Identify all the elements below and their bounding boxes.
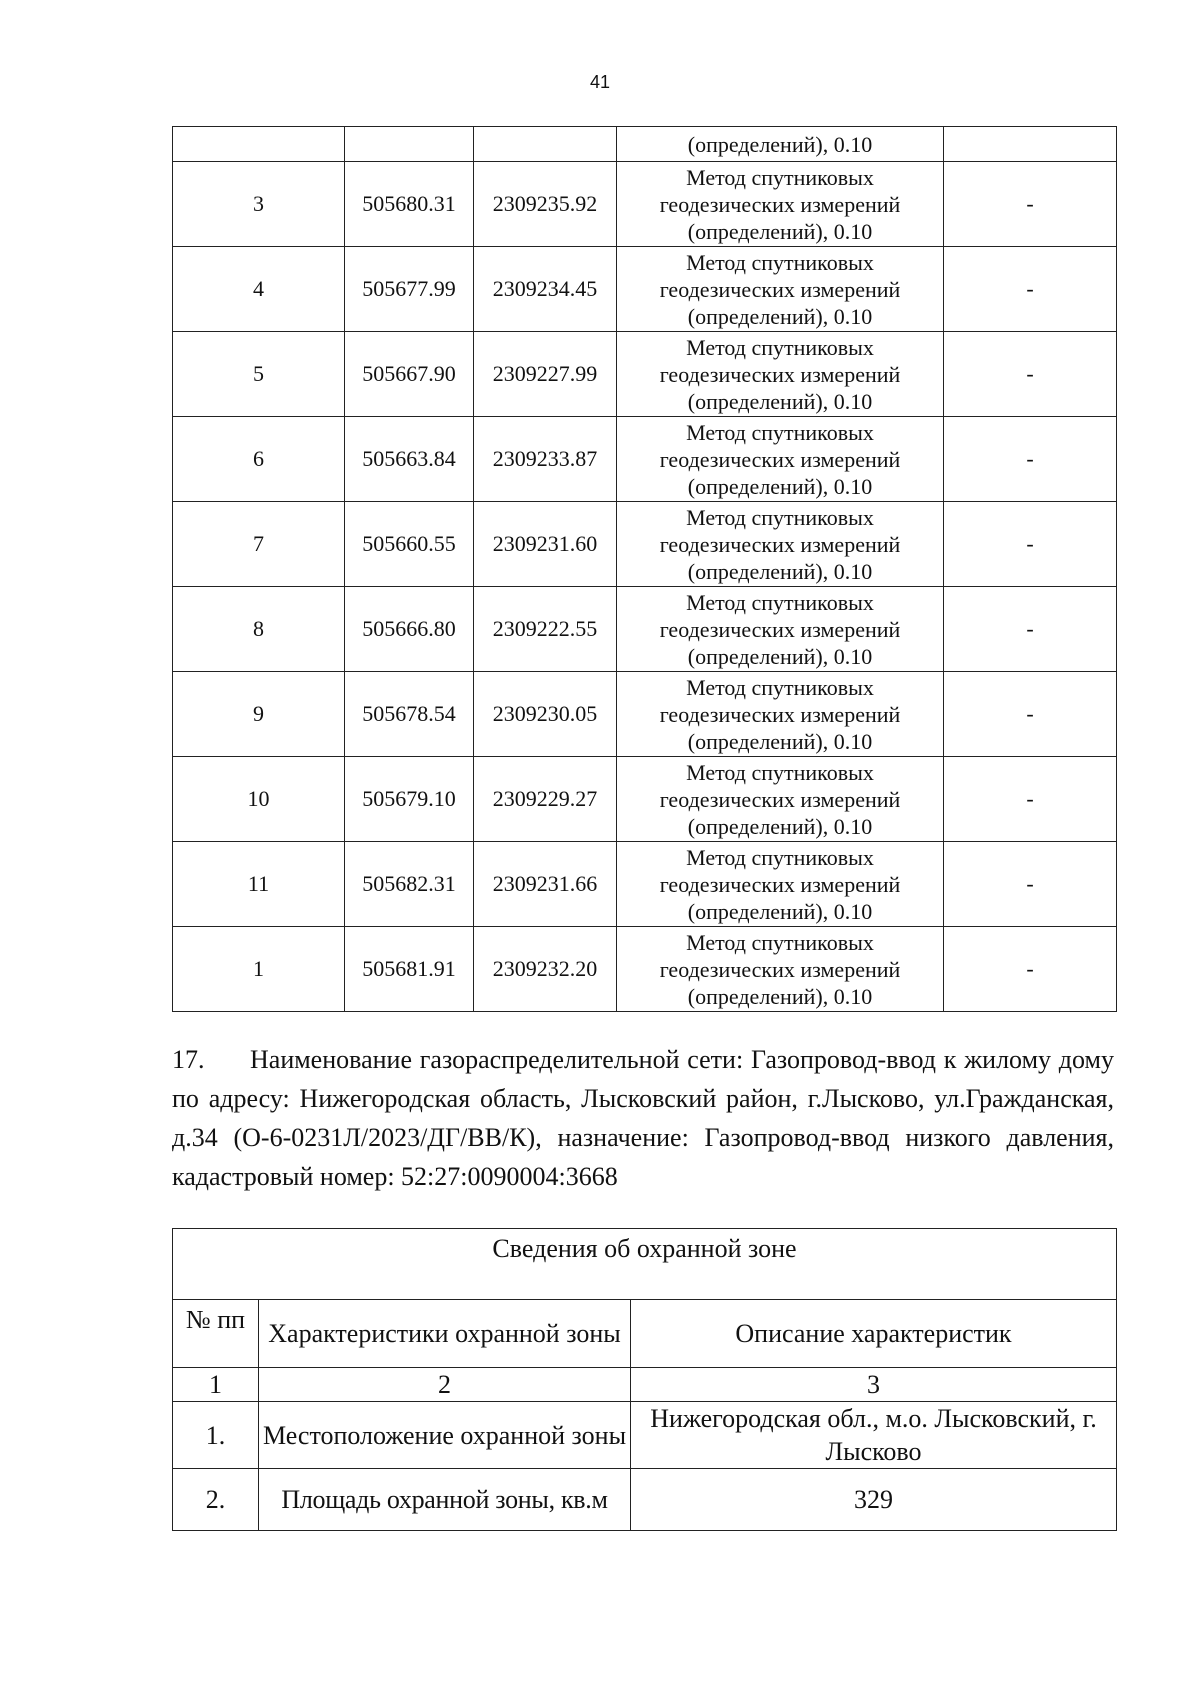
row-number: 2. xyxy=(173,1469,259,1531)
cell-x: 505682.31 xyxy=(345,842,474,927)
method-line-2: геодезических измерений xyxy=(659,871,901,897)
cell-method xyxy=(617,587,944,672)
method-line-1: Метод спутниковых xyxy=(686,589,874,615)
table-row xyxy=(173,417,1117,502)
table-title: Сведения об охранной зоне xyxy=(173,1229,1117,1300)
method-line-3: (определений), 0.10 xyxy=(687,643,873,669)
method-line-1: Метод спутниковых xyxy=(686,759,874,785)
table-row xyxy=(173,332,1117,417)
method-line-3: (определений), 0.10 xyxy=(687,558,873,584)
header-description: Описание характеристик xyxy=(631,1300,1117,1368)
cell-note xyxy=(944,127,1117,162)
cell-x: 505667.90 xyxy=(345,332,474,417)
cell-point-number: 10 xyxy=(173,757,345,842)
cell-y: 2309229.27 xyxy=(474,757,617,842)
cell-x: 505679.10 xyxy=(345,757,474,842)
method-line-1: Метод спутниковых xyxy=(686,504,874,530)
method-line-3: (определений), 0.10 xyxy=(687,898,873,924)
table-row-continuation xyxy=(173,127,1117,162)
row-description: Нижегородская обл., м.о. Лысковский, г. Лысково xyxy=(631,1402,1117,1469)
table-title-row xyxy=(173,1229,1117,1300)
cell-x: 505660.55 xyxy=(345,502,474,587)
section-number: 17. xyxy=(172,1045,205,1074)
coordinates-table xyxy=(172,126,1117,1012)
cell-y: 2309232.20 xyxy=(474,927,617,1012)
cell-note: - xyxy=(944,162,1117,247)
cell-method xyxy=(617,332,944,417)
method-line-2: геодезических измерений xyxy=(659,446,901,472)
cell-method xyxy=(617,502,944,587)
cell-note: - xyxy=(944,502,1117,587)
method-line-2: геодезических измерений xyxy=(659,276,901,302)
table-row xyxy=(173,247,1117,332)
page-number: 41 xyxy=(589,72,611,92)
cell-method xyxy=(617,927,944,1012)
cell-note: - xyxy=(944,247,1117,332)
cell-note: - xyxy=(944,332,1117,417)
cell-x: 505663.84 xyxy=(345,417,474,502)
table-row xyxy=(173,672,1117,757)
cell-method: (определений), 0.10 xyxy=(617,127,944,162)
row-characteristic: Площадь охранной зоны, кв.м xyxy=(259,1469,631,1531)
method-line-3: (определений), 0.10 xyxy=(687,388,873,414)
table-row xyxy=(173,1402,1117,1469)
colnum-2: 2 xyxy=(259,1368,631,1402)
cell-point-number: 8 xyxy=(173,587,345,672)
section-17-paragraph xyxy=(172,1040,1114,1196)
cell-point-number: 3 xyxy=(173,162,345,247)
table-row xyxy=(173,927,1117,1012)
cell-point-number: 1 xyxy=(173,927,345,1012)
method-line-3: (определений), 0.10 xyxy=(687,983,873,1009)
cell-method xyxy=(617,672,944,757)
method-line-1: Метод спутниковых xyxy=(686,844,874,870)
method-line-1: Метод спутниковых xyxy=(686,164,874,190)
method-line-1: Метод спутниковых xyxy=(686,419,874,445)
cell-x xyxy=(345,127,474,162)
method-line-2: геодезических измерений xyxy=(659,191,901,217)
cell-method xyxy=(617,842,944,927)
cell-note: - xyxy=(944,587,1117,672)
table-row xyxy=(173,162,1117,247)
cell-point-number: 9 xyxy=(173,672,345,757)
cell-y: 2309231.66 xyxy=(474,842,617,927)
method-line-3: (определений), 0.10 xyxy=(687,473,873,499)
cell-note: - xyxy=(944,842,1117,927)
method-line-3: (определений), 0.10 xyxy=(687,728,873,754)
cell-note: - xyxy=(944,927,1117,1012)
cell-method xyxy=(617,162,944,247)
table-row xyxy=(173,502,1117,587)
cell-x: 505677.99 xyxy=(345,247,474,332)
section-text: Наименование газораспределительной сети: Газопровод-ввод к жилому дому по адресу: Нижегородская область, Лысковский район, г.Лысково, ул.Гражданская, д.34 (О-6-0231Л/2023/ДГ/ВВ/К), назначение: Газопровод-ввод низкого давления, кадастровый номер: 52:27:0090004:3668 xyxy=(172,1045,1114,1191)
cell-method xyxy=(617,757,944,842)
cell-y: 2309233.87 xyxy=(474,417,617,502)
table-header-row xyxy=(173,1300,1117,1368)
row-description: 329 xyxy=(631,1469,1117,1531)
cell-point-number: 7 xyxy=(173,502,345,587)
cell-point-number: 6 xyxy=(173,417,345,502)
cell-y: 2309227.99 xyxy=(474,332,617,417)
cell-y: 2309222.55 xyxy=(474,587,617,672)
cell-method xyxy=(617,417,944,502)
cell-y xyxy=(474,127,617,162)
cell-x: 505666.80 xyxy=(345,587,474,672)
cell-y: 2309235.92 xyxy=(474,162,617,247)
cell-y: 2309230.05 xyxy=(474,672,617,757)
cell-y: 2309234.45 xyxy=(474,247,617,332)
cell-x: 505681.91 xyxy=(345,927,474,1012)
method-line-1: Метод спутниковых xyxy=(686,674,874,700)
table-row xyxy=(173,587,1117,672)
row-number: 1. xyxy=(173,1402,259,1469)
column-number-row xyxy=(173,1368,1117,1402)
method-line-2: геодезических измерений xyxy=(659,531,901,557)
cell-y: 2309231.60 xyxy=(474,502,617,587)
method-line-2: геодезических измерений xyxy=(659,361,901,387)
header-characteristics: Характеристики охранной зоны xyxy=(259,1300,631,1368)
method-line-1: Метод спутниковых xyxy=(686,249,874,275)
cell-point-number: 5 xyxy=(173,332,345,417)
cell-point-number: 4 xyxy=(173,247,345,332)
row-characteristic: Местоположение охранной зоны xyxy=(259,1402,631,1469)
cell-note: - xyxy=(944,672,1117,757)
method-line-2: геодезических измерений xyxy=(659,701,901,727)
cell-point-number xyxy=(173,127,345,162)
colnum-1: 1 xyxy=(173,1368,259,1402)
method-line-3: (определений), 0.10 xyxy=(687,303,873,329)
table-row xyxy=(173,842,1117,927)
method-line-2: геодезических измерений xyxy=(659,786,901,812)
cell-note: - xyxy=(944,417,1117,502)
colnum-3: 3 xyxy=(631,1368,1117,1402)
method-line-3: (определений), 0.10 xyxy=(687,218,873,244)
method-line-1: Метод спутниковых xyxy=(686,334,874,360)
method-line-2: геодезических измерений xyxy=(659,956,901,982)
header-number: № пп xyxy=(173,1300,259,1368)
cell-method xyxy=(617,247,944,332)
cell-x: 505678.54 xyxy=(345,672,474,757)
method-line-1: Метод спутниковых xyxy=(686,929,874,955)
method-line-3: (определений), 0.10 xyxy=(687,813,873,839)
cell-point-number: 11 xyxy=(173,842,345,927)
method-line-2: геодезических измерений xyxy=(659,616,901,642)
cell-x: 505680.31 xyxy=(345,162,474,247)
table-row xyxy=(173,757,1117,842)
table-row xyxy=(173,1469,1117,1531)
protection-zone-table xyxy=(172,1228,1117,1531)
cell-note: - xyxy=(944,757,1117,842)
